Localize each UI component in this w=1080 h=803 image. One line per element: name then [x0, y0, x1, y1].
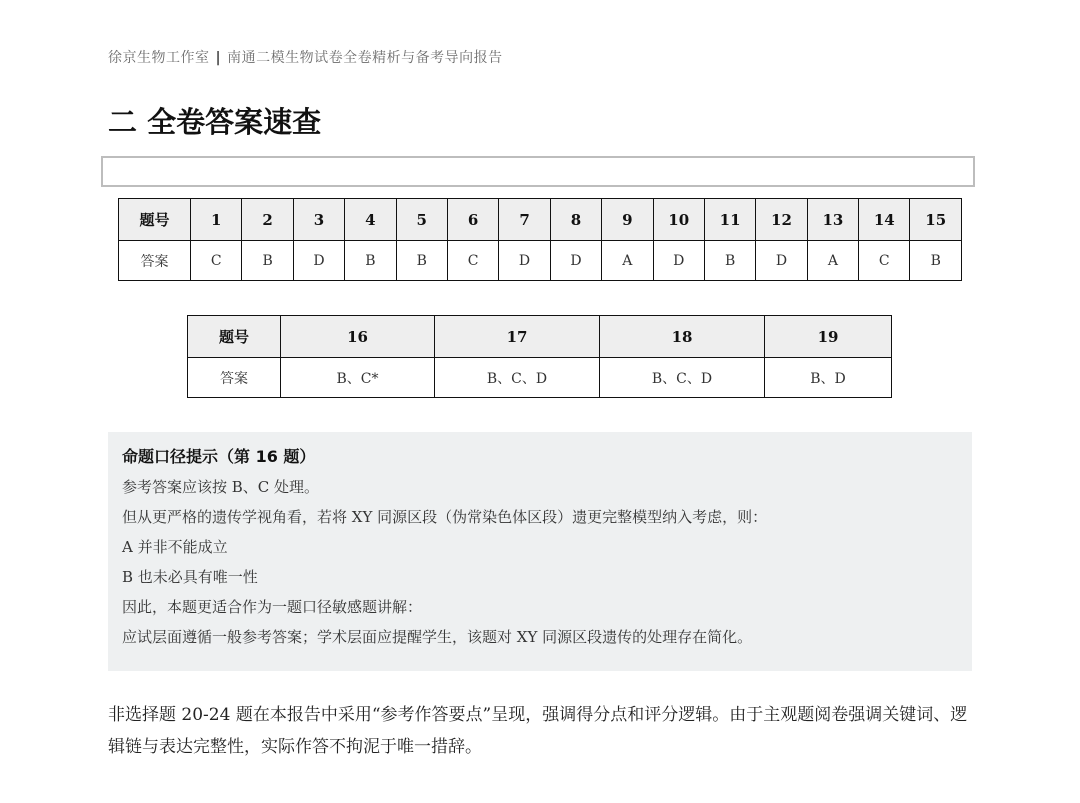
answer-cell: D	[550, 241, 601, 281]
question-number-cell: 9	[602, 199, 653, 241]
answer-cell: B	[396, 241, 447, 281]
answer-label: 答案	[119, 241, 191, 281]
note-line: 应试层面遵循一般参考答案；学术层面应提醒学生，该题对 XY 同源区段遗传的处理存在简化。	[122, 628, 753, 646]
question-number-cell: 7	[499, 199, 550, 241]
question-number-cell: 17	[435, 316, 600, 358]
report-title: 南通二模生物试卷全卷精析与备考导向报告	[227, 50, 503, 66]
question-number-cell: 18	[600, 316, 765, 358]
empty-frame	[101, 156, 975, 187]
note-line: A 并非不能成立	[122, 538, 228, 556]
question-number-label: 题号	[188, 316, 281, 358]
note-line: 因此，本题更适合作为一题口径敏感题讲解：	[122, 598, 423, 616]
answer-cell: B、C*	[281, 358, 435, 398]
answer-table-16-19	[187, 315, 892, 398]
question-number-cell: 4	[345, 199, 396, 241]
answer-cell: B	[910, 241, 962, 281]
question-number-cell: 6	[447, 199, 498, 241]
question-number-cell: 13	[807, 199, 858, 241]
answer-table-1-15	[118, 198, 962, 281]
answer-cell: C	[191, 241, 242, 281]
answer-cell: B	[242, 241, 293, 281]
note-line: B 也未必具有唯一性	[122, 568, 258, 586]
question-number-cell: 11	[704, 199, 755, 241]
question-number-cell: 1	[191, 199, 242, 241]
note-line: 参考答案应该按 B、C 处理。	[122, 478, 320, 496]
question-number-cell: 5	[396, 199, 447, 241]
answer-cell: B	[704, 241, 755, 281]
question-number-cell: 2	[242, 199, 293, 241]
answer-cell: A	[807, 241, 858, 281]
answer-cell: B、C、D	[435, 358, 600, 398]
answer-cell: D	[293, 241, 344, 281]
question-number-row	[188, 316, 892, 358]
note-title: 命题口径提示（第 16 题）	[122, 447, 316, 466]
answer-cell: D	[756, 241, 807, 281]
answer-row	[119, 241, 962, 281]
answer-cell: C	[447, 241, 498, 281]
question-number-cell: 16	[281, 316, 435, 358]
answer-cell: B、C、D	[600, 358, 765, 398]
question-number-cell: 19	[765, 316, 892, 358]
note-line: 但从更严格的遗传学视角看，若将 XY 同源区段（伪常染色体区段）遗更完整模型纳入考虑，则：	[122, 508, 768, 526]
question-number-cell: 8	[550, 199, 601, 241]
question-number-cell: 14	[859, 199, 910, 241]
page-header	[108, 47, 503, 67]
section-title: 二 全卷答案速查	[108, 105, 322, 139]
answer-cell: B	[345, 241, 396, 281]
answer-cell: B、D	[765, 358, 892, 398]
question-number-label: 题号	[119, 199, 191, 241]
question-number-row	[119, 199, 962, 241]
note-box	[108, 432, 972, 671]
answer-row	[188, 358, 892, 398]
answer-cell: D	[653, 241, 704, 281]
studio-name: 徐京生物工作室	[108, 50, 210, 66]
answer-cell: C	[859, 241, 910, 281]
question-number-cell: 12	[756, 199, 807, 241]
question-number-cell: 15	[910, 199, 962, 241]
answer-label: 答案	[188, 358, 281, 398]
header-separator: |	[215, 50, 222, 66]
footer-paragraph: 非选择题 20-24 题在本报告中采用“参考作答要点”呈现，强调得分点和评分逻辑。由于主观题阅卷强调关键词、逻辑链与表达完整性，实际作答不拘泥于唯一措辞。	[108, 705, 968, 757]
answer-cell: A	[602, 241, 653, 281]
question-number-cell: 10	[653, 199, 704, 241]
question-number-cell: 3	[293, 199, 344, 241]
answer-cell: D	[499, 241, 550, 281]
